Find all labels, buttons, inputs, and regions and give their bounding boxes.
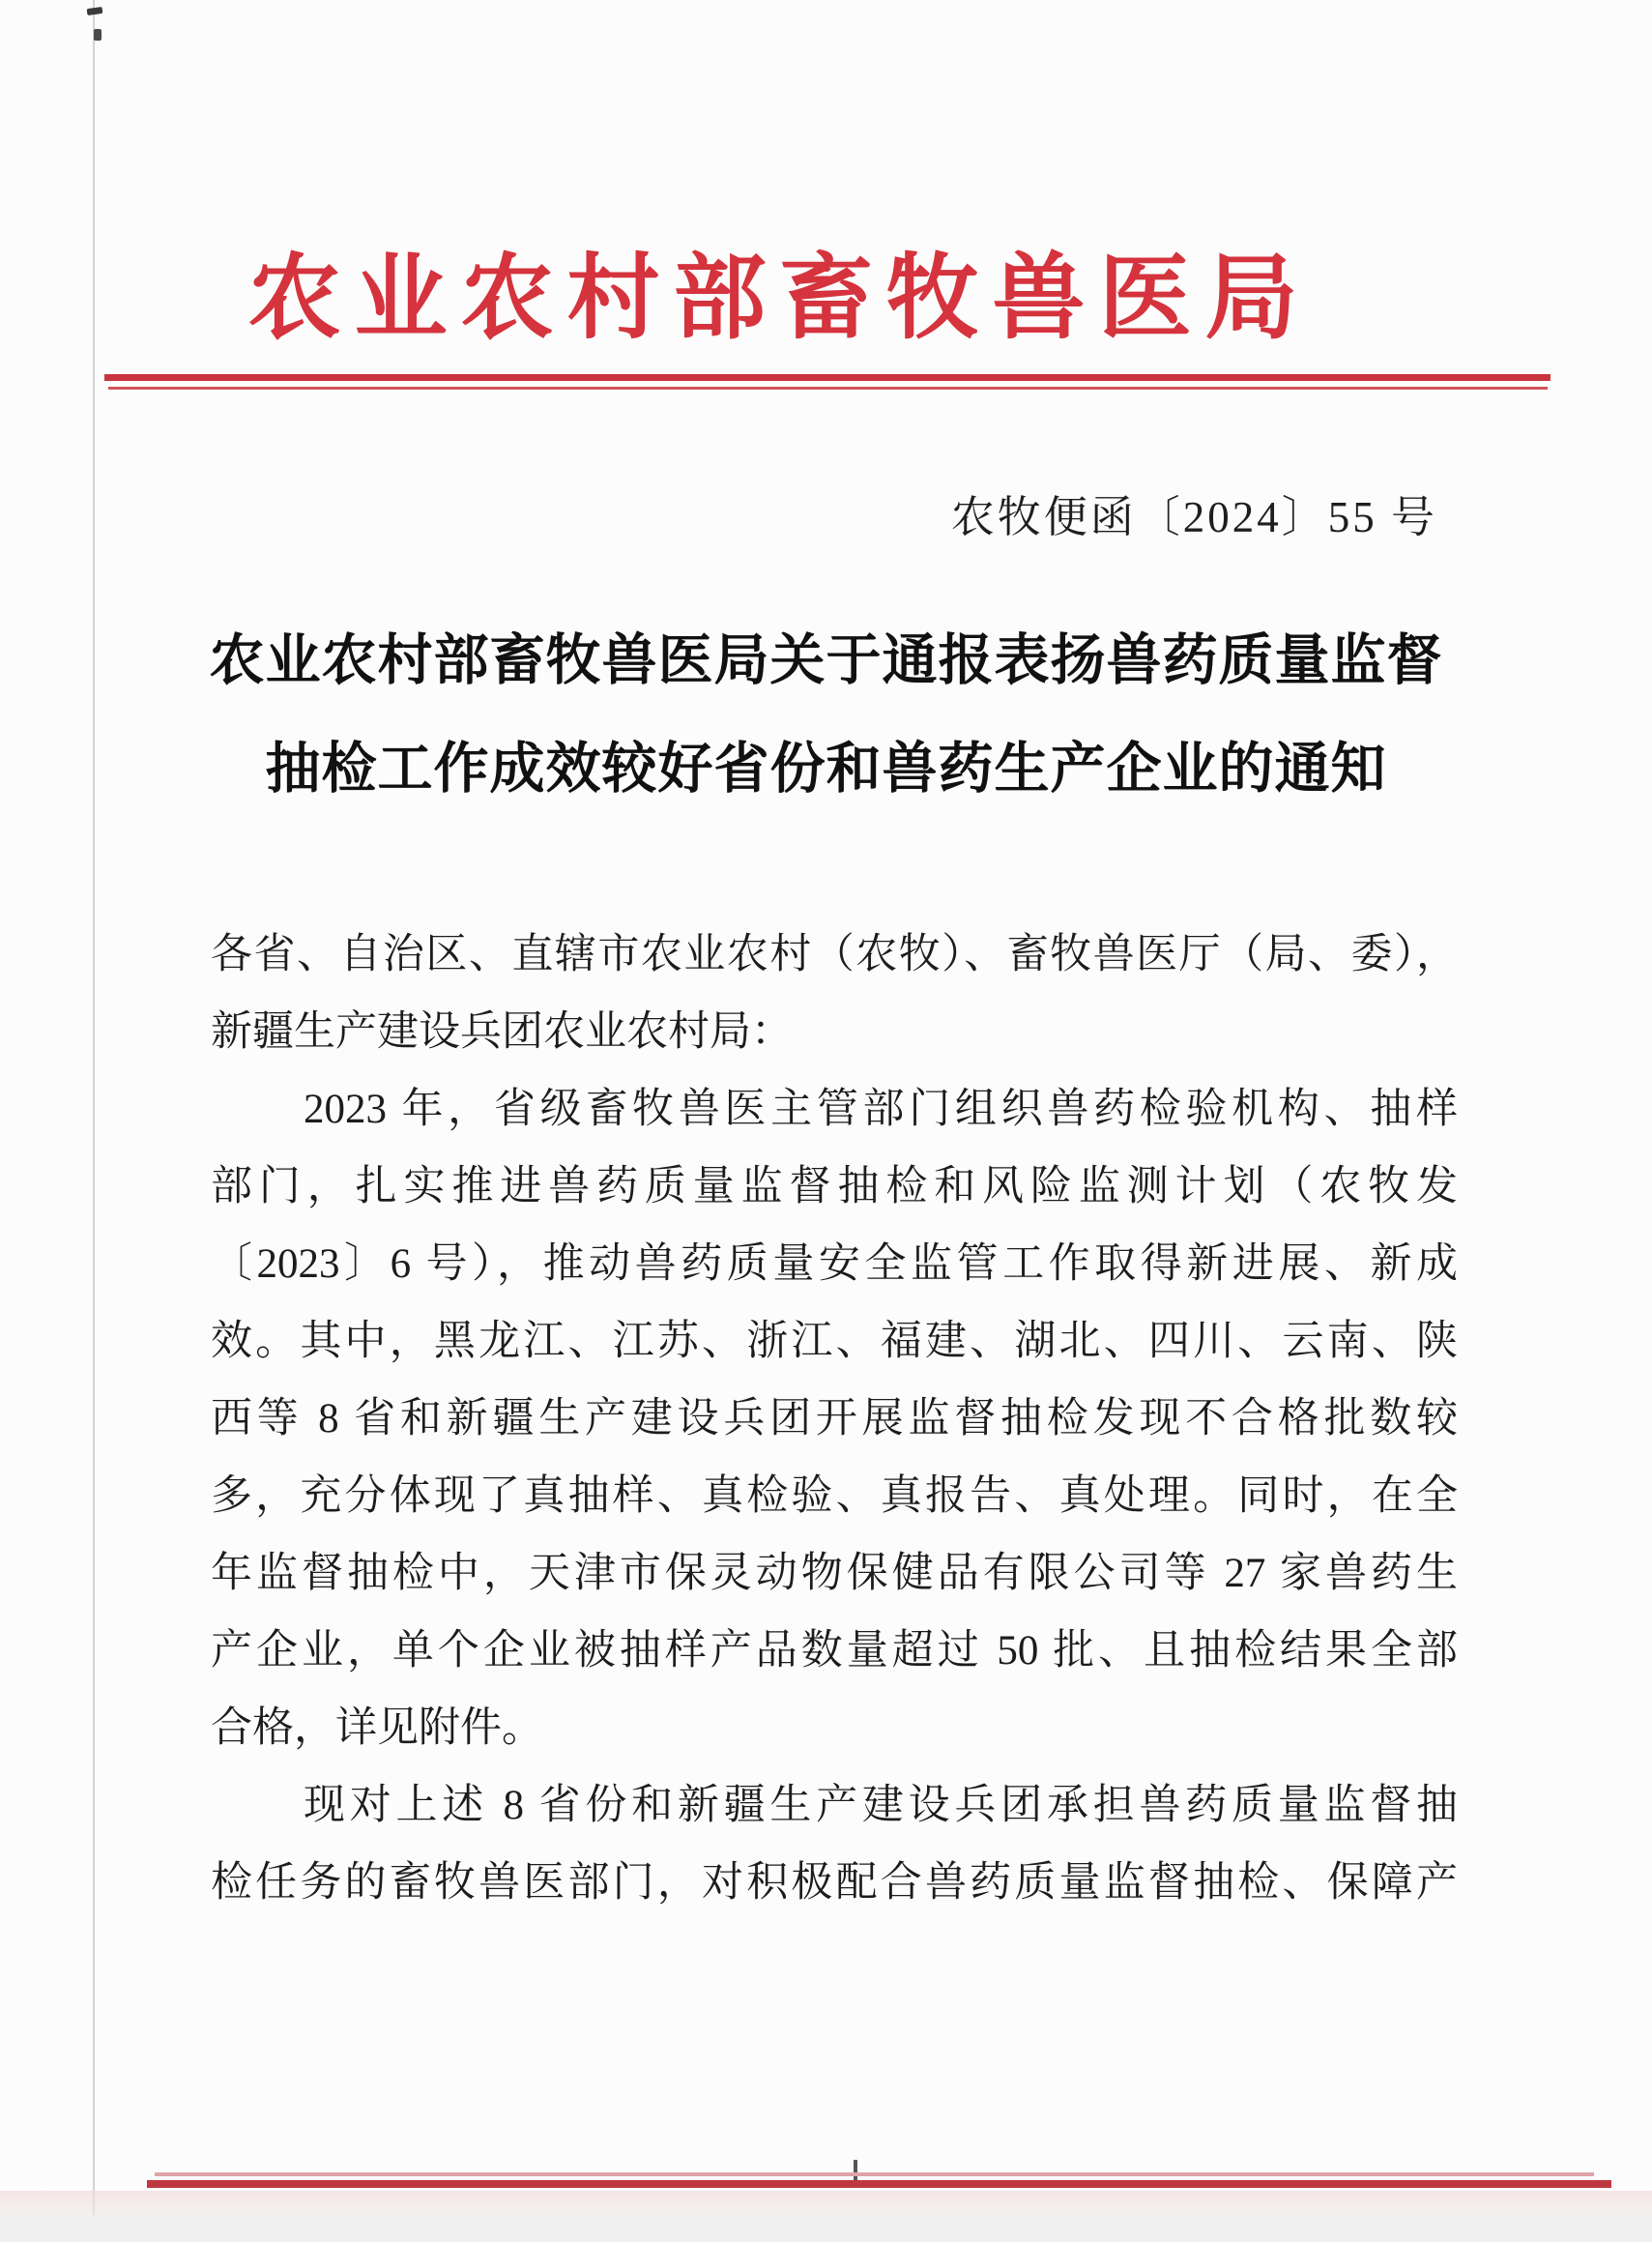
body-line: 多，充分体现了真抽样、真检验、真报告、真处理。同时，在全 <box>211 1473 1458 1519</box>
body-line: 2023 年，省级畜牧兽医主管部门组织兽药检验机构、抽样 <box>304 1087 1458 1132</box>
document-reference-number: 农牧便函〔2024〕55 号 <box>950 493 1437 541</box>
body-line: 合格，详见附件。 <box>211 1705 543 1751</box>
notice-title <box>0 607 1652 824</box>
notice-body <box>211 917 1458 1922</box>
footer-rule-light <box>155 2172 1594 2176</box>
body-line: 部门，扎实推进兽药质量监督抽检和风险监测计划（农牧发 <box>211 1164 1458 1209</box>
body-line: 效。其中，黑龙江、江苏、浙江、福建、湖北、四川、云南、陕 <box>211 1319 1458 1364</box>
scan-speck <box>94 29 101 41</box>
letterhead-rule-thin <box>108 387 1548 390</box>
body-line: 西等 8 省和新疆生产建设兵团开展监督抽检发现不合格批数较 <box>211 1396 1458 1441</box>
body-line: 检任务的畜牧兽医部门，对积极配合兽药质量监督抽检、保障产 <box>211 1860 1458 1906</box>
scan-bottom-strip <box>0 2216 1652 2242</box>
body-line: 各省、自治区、直辖市农业农村（农牧）、畜牧兽医厅（局、委）， <box>211 932 1458 977</box>
page-number-mark <box>854 2160 857 2181</box>
scan-speck <box>87 7 103 15</box>
footer-rule-strong <box>147 2180 1611 2188</box>
body-line: 新疆生产建设兵团农业农村局： <box>211 1009 793 1055</box>
body-line: 〔2023〕6 号），推动兽药质量安全监管工作取得新进展、新成 <box>211 1241 1458 1287</box>
body-line: 年监督抽检中，天津市保灵动物保健品有限公司等 27 家兽药生 <box>211 1551 1458 1596</box>
body-line: 产企业，单个企业被抽样产品数量超过 50 批、且抽检结果全部 <box>211 1628 1458 1674</box>
scan-footer-band <box>0 2191 1652 2218</box>
body-line: 现对上述 8 省份和新疆生产建设兵团承担兽药质量监督抽 <box>304 1783 1458 1828</box>
letterhead-org-title: 农业农村部畜牧兽医局 <box>247 247 1312 350</box>
notice-title-line1: 农业农村部畜牧兽医局关于通报表扬兽药质量监督 <box>209 630 1443 691</box>
letterhead-rule-thick <box>104 374 1551 381</box>
notice-title-line2: 抽检工作成效较好省份和兽药生产企业的通知 <box>265 739 1387 800</box>
